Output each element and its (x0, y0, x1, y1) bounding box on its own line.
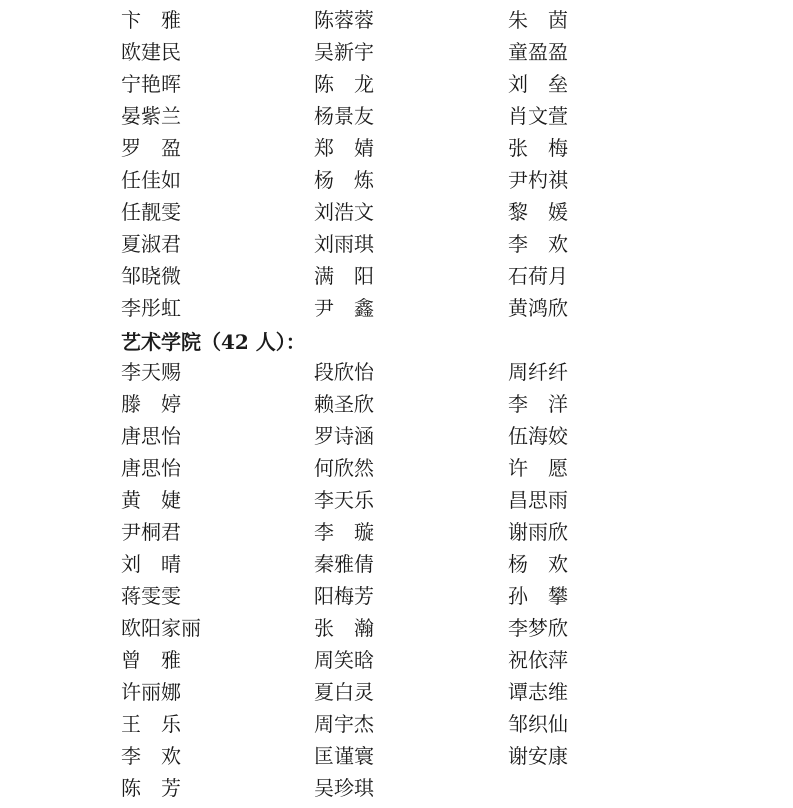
name-row (0, 712, 793, 744)
name-row (0, 264, 793, 296)
person-name: 唐思怡 (121, 456, 181, 480)
person-name: 欧建民 (121, 40, 181, 64)
person-name: 黄 婕 (121, 488, 181, 512)
person-name: 吴新宇 (314, 40, 374, 64)
person-name: 夏淑君 (121, 232, 181, 256)
person-name: 肖文萱 (508, 104, 568, 128)
person-name: 欧阳家丽 (121, 616, 201, 640)
person-name: 邹织仙 (508, 712, 568, 736)
person-name: 李 璇 (314, 520, 374, 544)
person-name: 周纤纤 (508, 360, 568, 384)
name-row (0, 680, 793, 712)
person-name: 谢安康 (508, 744, 568, 768)
person-name: 尹杓祺 (508, 168, 568, 192)
person-name: 杨 欢 (508, 552, 568, 576)
person-name: 李 欢 (121, 744, 181, 768)
person-name: 李天乐 (314, 488, 374, 512)
person-name: 晏紫兰 (121, 104, 181, 128)
name-row (0, 424, 793, 456)
name-row (0, 72, 793, 104)
name-row (0, 552, 793, 584)
person-name: 刘 晴 (121, 552, 181, 576)
person-name: 杨景友 (314, 104, 374, 128)
person-name: 尹 鑫 (314, 296, 374, 320)
person-name: 赖圣欣 (314, 392, 374, 416)
person-name: 昌思雨 (508, 488, 568, 512)
person-name: 何欣然 (314, 456, 374, 480)
person-name: 孙 攀 (508, 584, 568, 608)
person-name: 李彤虹 (121, 296, 181, 320)
person-name: 罗诗涵 (314, 424, 374, 448)
person-name: 尹桐君 (121, 520, 181, 544)
person-name: 陈 芳 (121, 776, 181, 800)
person-name: 祝依萍 (508, 648, 568, 672)
person-name: 黄鸿欣 (508, 296, 568, 320)
person-name: 张 瀚 (314, 616, 374, 640)
person-name: 段欣怡 (314, 360, 374, 384)
person-name: 黎 媛 (508, 200, 568, 224)
person-name: 陈蓉蓉 (314, 8, 374, 32)
person-name: 刘雨琪 (314, 232, 374, 256)
person-name: 伍海姣 (508, 424, 568, 448)
name-row (0, 40, 793, 72)
person-name: 卞 雅 (121, 8, 181, 32)
person-name: 许 愿 (508, 456, 568, 480)
name-row (0, 776, 793, 808)
name-row (0, 392, 793, 424)
person-name: 陈 龙 (314, 72, 374, 96)
name-row (0, 296, 793, 328)
person-name: 满 阳 (314, 264, 374, 288)
person-name: 任靓雯 (121, 200, 181, 224)
person-name: 夏白灵 (314, 680, 374, 704)
name-row (0, 360, 793, 392)
person-name: 曾 雅 (121, 648, 181, 672)
person-name: 周宇杰 (314, 712, 374, 736)
person-name: 刘 垒 (508, 72, 568, 96)
name-row (0, 616, 793, 648)
name-row (0, 200, 793, 232)
name-row (0, 744, 793, 776)
name-row (0, 8, 793, 40)
person-name: 罗 盈 (121, 136, 181, 160)
name-row (0, 168, 793, 200)
person-name: 秦雅倩 (314, 552, 374, 576)
person-name: 唐思怡 (121, 424, 181, 448)
person-name: 周笑晗 (314, 648, 374, 672)
person-name: 石荷月 (508, 264, 568, 288)
person-name: 许丽娜 (121, 680, 181, 704)
person-name: 吴珍琪 (314, 776, 374, 800)
person-name: 李 洋 (508, 392, 568, 416)
person-name: 滕 婷 (121, 392, 181, 416)
person-name: 朱 茵 (508, 8, 568, 32)
person-name: 谭志维 (508, 680, 568, 704)
person-name: 童盈盈 (508, 40, 568, 64)
name-row (0, 104, 793, 136)
person-name: 张 梅 (508, 136, 568, 160)
person-name: 郑 婧 (314, 136, 374, 160)
person-name: 谢雨欣 (508, 520, 568, 544)
name-row (0, 232, 793, 264)
person-name: 刘浩文 (314, 200, 374, 224)
name-row (0, 584, 793, 616)
person-name: 王 乐 (121, 712, 181, 736)
section-heading-art-college: 艺术学院（42 人）： (121, 330, 306, 354)
person-name: 宁艳晖 (121, 72, 181, 96)
person-name: 蒋雯雯 (121, 584, 181, 608)
person-name: 李梦欣 (508, 616, 568, 640)
name-row (0, 136, 793, 168)
name-row (0, 456, 793, 488)
person-name: 李 欢 (508, 232, 568, 256)
person-name: 匡谨寰 (314, 744, 374, 768)
person-name: 阳梅芳 (314, 584, 374, 608)
person-name: 任佳如 (121, 168, 181, 192)
person-name: 邹晓微 (121, 264, 181, 288)
name-row (0, 520, 793, 552)
person-name: 李天赐 (121, 360, 181, 384)
person-name: 杨 炼 (314, 168, 374, 192)
name-row (0, 488, 793, 520)
name-row (0, 648, 793, 680)
